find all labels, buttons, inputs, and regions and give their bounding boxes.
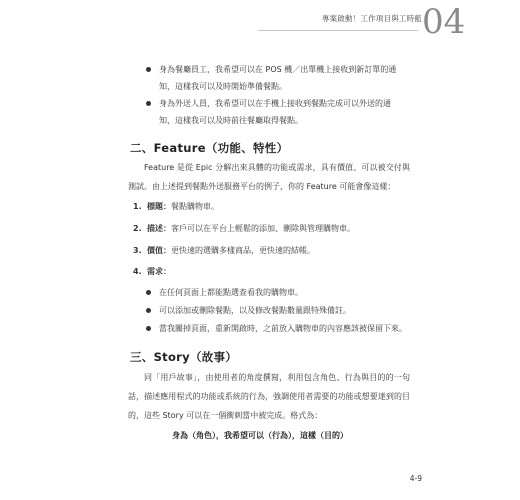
item-number: 3. [133,246,142,255]
chapter-number: 04 [422,2,466,42]
item-text: 餐點購物車。 [171,202,219,211]
list-item [146,95,436,129]
bullet-dot-icon [146,326,151,331]
list-item [146,284,436,301]
header-divider [258,30,418,31]
bullet-line: 在任何頁面上都能點選查看我的購物車。 [159,288,303,297]
section-title-story: 三、Story（故事） [130,350,238,364]
list-item [146,320,446,337]
item-label: 描述： [147,224,171,233]
section-title-feature: 二、Feature（功能、特性） [130,141,289,155]
bullet-line: 知，這樣我可以及時前往餐廳取得餐點。 [159,116,303,125]
bullet-line: 可以添加或刪除餐點，以及修改餐點數量跟特殊備註。 [159,306,351,315]
item-number: 1. [133,202,142,211]
item-text: 更快速的選購多樣商品，更快速的結帳。 [171,246,315,255]
feature-item-description [133,223,355,235]
story-format: 身為（角色），我希望可以（行為），這樣（目的） [172,431,348,440]
item-label: 價值： [147,246,171,255]
feature-item-value [133,245,315,257]
feature-item-title [133,201,219,213]
bullet-dot-icon [146,290,151,295]
bullet-line: 當我關掉頁面，重新開啟時，之前放入購物車的內容應該被保留下來。 [159,324,407,333]
bullet-line: 知，這樣我可以及時開始準備餐點。 [159,82,287,91]
story-paragraph: 同「用戶故事」，由使用者的角度撰寫，利用包含角色、行為與目的的一句話，描述應用程式的功能或系統的行為，強調使用者需要的功能或想要達到的目的，這些 Story 可以在一個衝刺當中被完成。格式為： [128,373,410,420]
bullet-dot-icon [146,308,151,313]
item-text: 客戶可以在平台上輕鬆的添加、刪除與管理購物車。 [171,224,355,233]
page-number: 4-9 [409,474,422,483]
bullet-line: 身為餐廳員工，我希望可以在 POS 機／出單機上接收到新訂單的通 [159,65,397,74]
feature-paragraph: Feature 是從 Epic 分解出來具體的功能或需求，具有價值、可以被交付與測試。由上述提到餐點外送服務平台的例子，你的 Feature 可能會像這樣： [128,163,410,191]
running-title: 專案啟動！工作項目與工時藍 [321,14,422,23]
item-label: 需求： [147,267,171,276]
list-item [146,302,436,319]
feature-item-requirements [133,266,171,278]
item-number: 2. [133,224,142,233]
bullet-dot-icon [146,67,151,72]
bullet-line: 身為外送人員，我希望可以在手機上接收到餐點完成可以外送的通 [159,99,391,108]
page-header [0,0,520,40]
list-item [146,61,436,95]
item-label: 標題： [147,202,171,211]
item-number: 4. [133,267,142,276]
bullet-dot-icon [146,101,151,106]
